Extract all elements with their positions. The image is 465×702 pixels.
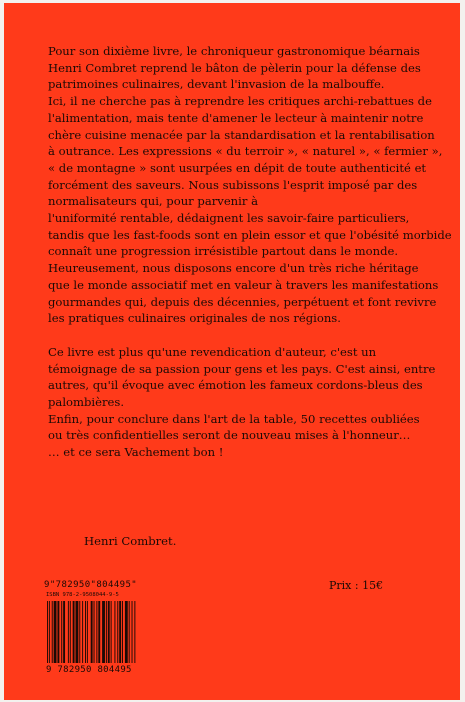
text-line: gourmandes qui, depuis des décennies, perpétuent et font revivre [48, 294, 437, 309]
barcode-bar [122, 601, 123, 663]
paragraph-spacer [48, 327, 426, 344]
barcode-bar [98, 601, 100, 663]
text-line: patrimoines culinaires, devant l'invasion de la malbouffe. [48, 77, 385, 92]
paragraph-critique [48, 93, 452, 260]
isbn-number-top: 9"782950"804495" [44, 580, 138, 590]
blurb-text [48, 43, 452, 461]
paragraph-testimony [48, 344, 436, 411]
text-line: témoignage de sa passion pour gens et les pays. C'est ainsi, entre [48, 361, 436, 376]
text-line: Ici, il ne cherche pas à reprendre les critiques archi-rebattues de [48, 94, 432, 109]
author-signature: Henri Combret. [84, 534, 177, 548]
text-line: Heureusement, nous disposons encore d'un très riche héritage [48, 261, 419, 276]
paragraph-closing [48, 444, 426, 461]
barcode-bar [96, 601, 97, 663]
text-line: l'alimentation, mais tente d'amener le lecteur à maintenir notre [48, 110, 424, 125]
text-line: palombières. [48, 395, 125, 410]
barcode-bar [85, 601, 86, 663]
barcode-bar [125, 601, 128, 663]
paragraph-intro [48, 43, 426, 93]
barcode-bar [76, 601, 79, 663]
text-line: normalisateurs qui, pour parvenir à [48, 194, 259, 209]
barcode-bar [79, 601, 80, 663]
text-line: Pour son dixième livre, le chroniqueur gastronomique béarnais [48, 44, 420, 58]
barcode-bar [94, 601, 95, 663]
text-line: forcément des saveurs. Nous subissons l'esprit imposé par des [48, 177, 418, 192]
text-line: autres, qu'il évoque avec émotion les fameux cordons-bleus des [48, 378, 423, 393]
isbn-number-bottom: 9 782950 804495 [46, 665, 132, 675]
barcode-bar [47, 601, 48, 663]
barcode-bar [54, 601, 57, 663]
barcode-bar [106, 601, 107, 663]
text-line: l'uniformité rentable, dédaignent les savoir-faire particuliers, [48, 211, 410, 226]
barcode-bar [73, 601, 75, 663]
text-line: ou très confidentielles seront de nouveau mises à l'honneur… [48, 428, 411, 443]
barcode-bar [63, 601, 65, 663]
isbn-label: ISBN 978-2-9508044-9-5 [46, 592, 119, 598]
text-line: chère cuisine menacée par la standardisation et la rentabilisation [48, 127, 435, 142]
barcode-bar [102, 601, 105, 663]
text-line: Henri Combret reprend le bâton de pèlerin pour la défense des [48, 60, 421, 75]
text-line: à outrance. Les expressions « du terroir », « naturel », « fermier », [48, 144, 443, 159]
barcode-bar [68, 601, 69, 663]
barcode-bar [134, 601, 135, 663]
text-line: « de montagne » sont usurpées en dépit de toute authenticité et [48, 160, 427, 175]
barcode-bar [129, 601, 130, 663]
barcode-bar [61, 601, 62, 663]
barcode-bar [111, 601, 112, 663]
text-line: Ce livre est plus qu'une revendication d'auteur, c'est un [48, 344, 377, 359]
barcode [45, 592, 169, 678]
paragraph-heritage [48, 260, 439, 327]
barcode-bar [132, 601, 133, 663]
barcode-bars [45, 601, 169, 663]
paragraph-recipes [48, 411, 426, 444]
text-line: connaît une progression irrésistible partout dans le monde. [48, 244, 399, 259]
back-cover [4, 3, 460, 700]
text-line: tandis que les fast-foods sont en plein essor et que l'obésité morbide [48, 227, 452, 242]
barcode-bar [87, 601, 88, 663]
text-line: … et ce sera Vachement bon ! [48, 445, 224, 460]
price-label: Prix : 15€ [329, 579, 384, 592]
barcode-bar [49, 601, 50, 663]
barcode-bar [108, 601, 110, 663]
barcode-bar [52, 601, 53, 663]
text-line: les pratiques culinaires originales de nos régions. [48, 311, 341, 326]
barcode-bar [82, 601, 83, 663]
text-line: que le monde associatif met en valeur à travers les manifestations [48, 277, 439, 292]
barcode-bar [119, 601, 121, 663]
barcode-bar [91, 601, 93, 663]
barcode-bar [57, 601, 59, 663]
barcode-bar [117, 601, 118, 663]
barcode-bar [70, 601, 71, 663]
text-line: Enfin, pour conclure dans l'art de la table, 50 recettes oubliées [48, 411, 420, 426]
barcode-bar [114, 601, 115, 663]
